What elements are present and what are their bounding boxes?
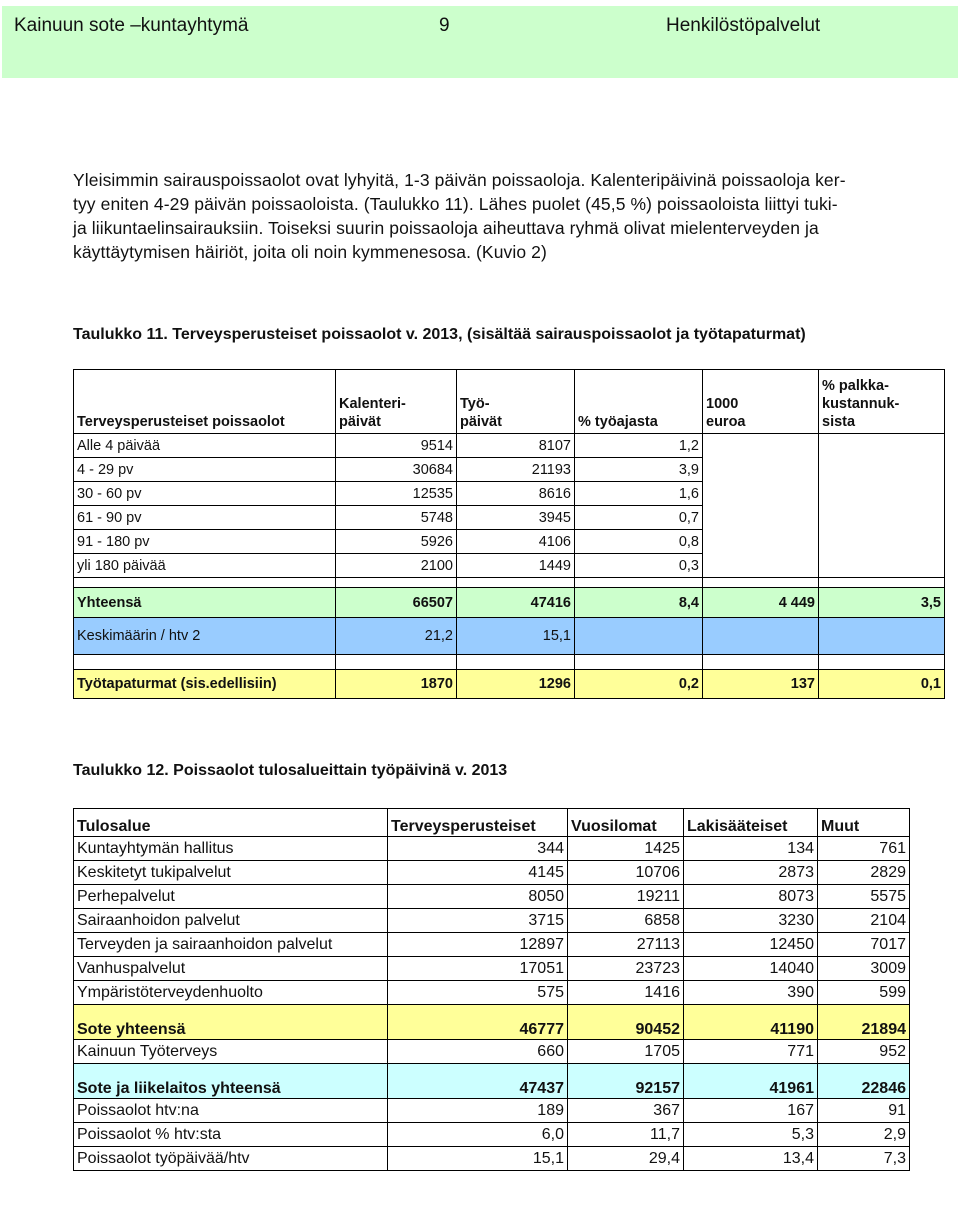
- cell: 0,1: [819, 670, 945, 699]
- cell: 66507: [336, 588, 457, 618]
- table-row: [74, 933, 910, 957]
- row-label: Terveyden ja sairaanhoidon palvelut: [74, 933, 388, 957]
- table-row: [74, 1123, 910, 1147]
- cell: 19211: [568, 885, 684, 909]
- cell: 344: [388, 837, 568, 861]
- grand-total-row: [74, 1064, 910, 1099]
- table-header-row: [74, 809, 910, 837]
- column-header: % palkka- kustannuk- sista: [819, 370, 945, 434]
- table-row: [74, 506, 945, 530]
- row-label: Vanhuspalvelut: [74, 957, 388, 981]
- cell: 46777: [388, 1005, 568, 1040]
- cell: 17051: [388, 957, 568, 981]
- cell: [703, 458, 819, 482]
- table-11-health-absences: [73, 369, 945, 699]
- cell: [703, 482, 819, 506]
- cell: 1416: [568, 981, 684, 1005]
- table-row: [74, 981, 910, 1005]
- intro-line: käyttäytymisen häiriöt, joita oli noin kymmenesosa. (Kuvio 2): [73, 242, 547, 262]
- table-row: [74, 530, 945, 554]
- column-header: Terveysperusteiset: [388, 809, 568, 837]
- cell: 134: [684, 837, 818, 861]
- row-label: Poissaolot % htv:sta: [74, 1123, 388, 1147]
- row-label: Sote yhteensä: [74, 1005, 388, 1040]
- cell: [819, 434, 945, 458]
- table-11-caption: Taulukko 11. Terveysperusteiset poissaolot v. 2013, (sisältää sairauspoissaolot ja työtapaturmat): [73, 326, 806, 343]
- header-page-number: 9: [439, 15, 450, 36]
- column-header: Terveysperusteiset poissaolot: [74, 370, 336, 434]
- cell: 41961: [684, 1064, 818, 1099]
- cell: 8107: [457, 434, 575, 458]
- row-label: Perhepalvelut: [74, 885, 388, 909]
- cell: 1705: [568, 1040, 684, 1064]
- cell: [703, 434, 819, 458]
- column-header: Tulosalue: [74, 809, 388, 837]
- table-row: [74, 837, 910, 861]
- cell: 0,7: [575, 506, 703, 530]
- cell: 0,8: [575, 530, 703, 554]
- cell: 575: [388, 981, 568, 1005]
- row-label: 61 - 90 pv: [74, 506, 336, 530]
- table-12-absences-by-unit: [73, 808, 910, 1171]
- cell: 2829: [818, 861, 910, 885]
- row-label: Ympäristöterveydenhuolto: [74, 981, 388, 1005]
- cell: 91: [818, 1099, 910, 1123]
- cell: 599: [818, 981, 910, 1005]
- cell: 12450: [684, 933, 818, 957]
- cell: 0,3: [575, 554, 703, 578]
- row-label: Poissaolot htv:na: [74, 1099, 388, 1123]
- cell: 30684: [336, 458, 457, 482]
- column-header: Vuosilomat: [568, 809, 684, 837]
- cell: 660: [388, 1040, 568, 1064]
- cell: [819, 506, 945, 530]
- intro-line: ja liikuntaelinsairauksiin. Toiseksi suurin poissaoloja aiheuttava ryhmä olivat mielenterveyden ja: [73, 218, 819, 238]
- row-label: Keskitetyt tukipalvelut: [74, 861, 388, 885]
- cell: 3945: [457, 506, 575, 530]
- cell: 15,1: [388, 1147, 568, 1171]
- cell: 21894: [818, 1005, 910, 1040]
- cell: 10706: [568, 861, 684, 885]
- column-header: 1000 euroa: [703, 370, 819, 434]
- row-label: Alle 4 päivää: [74, 434, 336, 458]
- table-row: [74, 1147, 910, 1171]
- column-header: Lakisääteiset: [684, 809, 818, 837]
- cell: 3,5: [819, 588, 945, 618]
- cell: 2100: [336, 554, 457, 578]
- cell: 952: [818, 1040, 910, 1064]
- row-label: Sote ja liikelaitos yhteensä: [74, 1064, 388, 1099]
- total-row: [74, 588, 945, 618]
- table-row: [74, 909, 910, 933]
- row-label: 30 - 60 pv: [74, 482, 336, 506]
- cell: 4 449: [703, 588, 819, 618]
- cell: 90452: [568, 1005, 684, 1040]
- cell: 12897: [388, 933, 568, 957]
- cell: 2873: [684, 861, 818, 885]
- cell: 1449: [457, 554, 575, 578]
- cell: 4145: [388, 861, 568, 885]
- cell: 41190: [684, 1005, 818, 1040]
- row-label: Yhteensä: [74, 588, 336, 618]
- cell: 189: [388, 1099, 568, 1123]
- cell: 2104: [818, 909, 910, 933]
- cell: 47437: [388, 1064, 568, 1099]
- cell: 23723: [568, 957, 684, 981]
- cell: 5575: [818, 885, 910, 909]
- cell: 771: [684, 1040, 818, 1064]
- row-label: Kuntayhtymän hallitus: [74, 837, 388, 861]
- column-header: % työajasta: [575, 370, 703, 434]
- cell: 5926: [336, 530, 457, 554]
- cell: 21193: [457, 458, 575, 482]
- cell: [819, 554, 945, 578]
- cell: 15,1: [457, 618, 575, 655]
- cell: [703, 530, 819, 554]
- cell: [819, 618, 945, 655]
- cell: 13,4: [684, 1147, 818, 1171]
- cell: 8073: [684, 885, 818, 909]
- table-row: [74, 458, 945, 482]
- cell: 21,2: [336, 618, 457, 655]
- cell: [575, 618, 703, 655]
- row-label: Poissaolot työpäivää/htv: [74, 1147, 388, 1171]
- cell: 8,4: [575, 588, 703, 618]
- cell: 7017: [818, 933, 910, 957]
- cell: 3715: [388, 909, 568, 933]
- cell: 3230: [684, 909, 818, 933]
- intro-line: tyy eniten 4-29 päivän poissaoloista. (Taulukko 11). Lähes puolet (45,5 %) poissaoloista liittyi tuki-: [73, 194, 838, 214]
- cell: 11,7: [568, 1123, 684, 1147]
- table-row: [74, 554, 945, 578]
- cell: 761: [818, 837, 910, 861]
- cell: 14040: [684, 957, 818, 981]
- cell: 137: [703, 670, 819, 699]
- cell: [703, 618, 819, 655]
- table-12-caption: Taulukko 12. Poissaolot tulosalueittain työpäivinä v. 2013: [73, 762, 508, 779]
- accident-row: [74, 670, 945, 699]
- cell: 27113: [568, 933, 684, 957]
- average-row: [74, 618, 945, 655]
- cell: 47416: [457, 588, 575, 618]
- page-header: [2, 6, 958, 78]
- table-row: [74, 482, 945, 506]
- cell: 6858: [568, 909, 684, 933]
- cell: 167: [684, 1099, 818, 1123]
- spacer-row: [74, 578, 945, 588]
- header-organization: Kainuun sote –kuntayhtymä: [14, 15, 249, 36]
- cell: 22846: [818, 1064, 910, 1099]
- cell: 5748: [336, 506, 457, 530]
- cell: 1870: [336, 670, 457, 699]
- intro-paragraph: [73, 168, 953, 264]
- cell: 6,0: [388, 1123, 568, 1147]
- cell: [703, 506, 819, 530]
- cell: 367: [568, 1099, 684, 1123]
- row-label: Keskimäärin / htv 2: [74, 618, 336, 655]
- row-label: Työtapaturmat (sis.edellisiin): [74, 670, 336, 699]
- cell: 0,2: [575, 670, 703, 699]
- cell: 1,2: [575, 434, 703, 458]
- cell: [819, 482, 945, 506]
- row-label: Kainuun Työterveys: [74, 1040, 388, 1064]
- cell: 8616: [457, 482, 575, 506]
- cell: 4106: [457, 530, 575, 554]
- column-header: Muut: [818, 809, 910, 837]
- cell: 9514: [336, 434, 457, 458]
- table-row: [74, 957, 910, 981]
- cell: 1296: [457, 670, 575, 699]
- table-row: [74, 861, 910, 885]
- cell: [819, 458, 945, 482]
- table-row: [74, 885, 910, 909]
- cell: 5,3: [684, 1123, 818, 1147]
- cell: 12535: [336, 482, 457, 506]
- row-label: 91 - 180 pv: [74, 530, 336, 554]
- row-label: Sairaanhoidon palvelut: [74, 909, 388, 933]
- subtotal-row: [74, 1005, 910, 1040]
- intro-line: Yleisimmin sairauspoissaolot ovat lyhyitä, 1-3 päivän poissaoloja. Kalenteripäivinä poissaoloja ker-: [73, 170, 846, 190]
- cell: 29,4: [568, 1147, 684, 1171]
- table-header-row: [74, 370, 945, 434]
- cell: 1,6: [575, 482, 703, 506]
- row-label: 4 - 29 pv: [74, 458, 336, 482]
- cell: 8050: [388, 885, 568, 909]
- spacer-row: [74, 655, 945, 670]
- table-row: [74, 1040, 910, 1064]
- table-row: [74, 434, 945, 458]
- cell: 390: [684, 981, 818, 1005]
- table-row: [74, 1099, 910, 1123]
- cell: 1425: [568, 837, 684, 861]
- column-header: Työ- päivät: [457, 370, 575, 434]
- cell: [819, 530, 945, 554]
- cell: 92157: [568, 1064, 684, 1099]
- row-label: yli 180 päivää: [74, 554, 336, 578]
- header-department: Henkilöstöpalvelut: [666, 15, 821, 36]
- cell: 2,9: [818, 1123, 910, 1147]
- cell: [703, 554, 819, 578]
- cell: 3009: [818, 957, 910, 981]
- cell: 7,3: [818, 1147, 910, 1171]
- cell: 3,9: [575, 458, 703, 482]
- column-header: Kalenteri- päivät: [336, 370, 457, 434]
